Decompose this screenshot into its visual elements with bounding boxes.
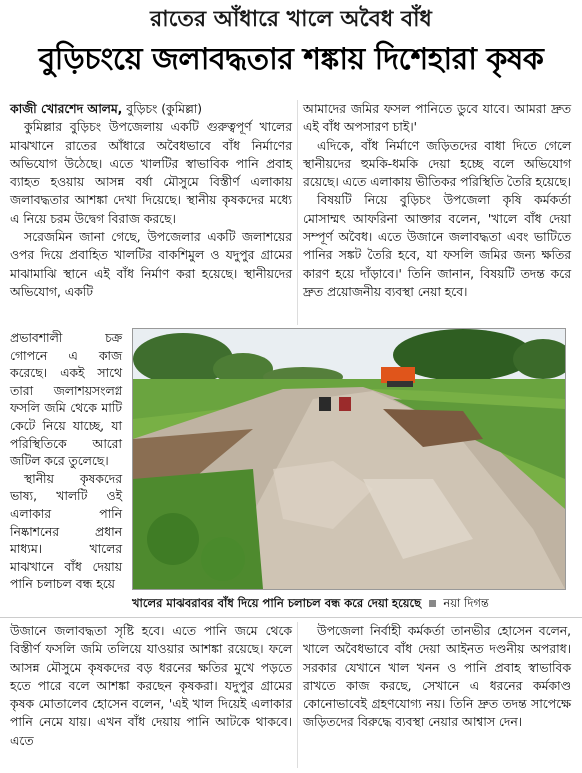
column-divider xyxy=(297,622,298,768)
paragraph: এদিকে, বাঁধ নির্মাণে জড়িতদের বাধা দিতে গেলে স্থানীয়দের হুমকি-ধমকি দেয়া হচ্ছে বলে অভিযোগ রয়েছে। এতে এলাকায় ভীতিকর পরিস্থিতি তৈরি হয়েছে। xyxy=(303,138,571,190)
square-icon xyxy=(429,600,436,607)
article-column-4 xyxy=(303,622,571,732)
paragraph: সরেজমিন জানা গেছে, উপজেলার একটি জলাশয়ের ওপর দিয়ে প্রবাহিত খালটির বাকশিমুল ও যদুপুর গ্রামের মাঝামাঝি স্থানে এই বাঁধ নির্মাণ করা হয়েছে। স্থানীয়দের অভিযোগ, একটি xyxy=(10,230,292,299)
paragraph: স্থানীয় কৃষকদের ভাষ্য, খালটি ওই এলাকার পানি নিষ্কাশনের প্রধান মাধ্যম। খালের মাঝখানে বাঁধ দেয়ায় পানি চলাচল বন্ধ হয়ে xyxy=(10,471,122,592)
section-divider xyxy=(0,617,582,618)
paragraph: প্রভাবশালী চক্র গোপনে এ কাজ করেছে। একই সাথে তারা জলাশয়সংলগ্ন ফসলি জমি থেকে মাটি কেটে নিয়ে যাচ্ছে, যা পরিস্থিতিকে আরো জটিল করে তুলেছে। xyxy=(10,331,122,469)
article-column-3 xyxy=(10,622,292,750)
byline xyxy=(10,100,292,118)
paragraph: কুমিল্লার বুড়িচং উপজেলায় একটি গুরুত্বপূর্ণ খালের মাঝখানে রাতের আঁধারে অবৈধভাবে বাঁধ নির্মাণের অভিযোগ উঠেছে। এতে খালটির স্বাভাবিক পানি প্রবাহ ব্যাহত হওয়ায় আসন্ন বর্ষা মৌসুমে বিস্তীর্ণ এলাকায় জলাবদ্ধতার আশঙ্কা দেখা দিয়েছে। স্থানীয় কৃষকদের মধ্যে এ নিয়ে চরম উদ্বেগ বিরাজ করছে। xyxy=(10,120,292,226)
paragraph: আমাদের জমির ফসল পানিতে ডুবে যাবে। আমরা দ্রুত এই বাঁধ অপসারণ চাই।' xyxy=(303,102,571,135)
photo-caption xyxy=(132,592,564,614)
byline-author: কাজী খোরশেদ আলম, xyxy=(10,102,123,116)
caption-text: খালের মাঝবরাবর বাঁধ দিয়ে পানি চলাচল বন্ধ করে দেয়া হয়েছে xyxy=(132,596,422,610)
article-column-1 xyxy=(10,100,292,301)
caption-credit: নয়া দিগন্ত xyxy=(443,596,489,610)
byline-place: বুড়িচং (কুমিল্লা) xyxy=(126,102,203,116)
dam-photo-icon xyxy=(133,329,565,589)
article-column-wrap xyxy=(10,330,122,594)
paragraph: উজানে জলাবদ্ধতা সৃষ্টি হবে। এতে পানি জমে থেকে বিস্তীর্ণ ফসলি জমি তলিয়ে যাওয়ার আশঙ্কা রয়েছে। ফলে আসন্ন মৌসুমে কৃষকদের বড় ধরনের ক্ষতির মুখে পড়তে হতে পারে বলে আশঙ্কা করছেন কৃষকরা। যদুপুর গ্রামের কৃষক মোতালেব হোসেন বলেন, 'এই খাল দিয়েই এলাকার পানি নেমে যায়। এখন বাঁধ দেয়ায় পানি আটকে থাকবে। এতে xyxy=(10,624,292,748)
paragraph: উপজেলা নির্বাহী কর্মকর্তা তানভীর হোসেন বলেন, খালে অবৈধভাবে বাঁধ দেয়া আইনত দণ্ডনীয় অপরাধ। সরকার যেখানে খাল খনন ও পানি প্রবাহ স্বাভাবিক রাখতে কাজ করছে, সেখানে এ ধরনের কর্মকাণ্ড কোনোভাবেই গ্রহণযোগ্য নয়। তিনি দ্রুত তদন্ত সাপেক্ষে জড়িতদের বিরুদ্ধে ব্যবস্থা নেয়ার আশ্বাস দেন। xyxy=(303,624,571,730)
kicker-headline: রাতের আঁধারে খালে অবৈধ বাঁধ xyxy=(150,7,432,32)
article-column-2 xyxy=(303,100,571,301)
main-headline: বুড়িচংয়ে জলাবদ্ধতার শঙ্কায় দিশেহারা কৃষক xyxy=(38,42,544,77)
news-photo xyxy=(132,328,566,590)
column-divider xyxy=(297,100,298,325)
paragraph: বিষয়টি নিয়ে বুড়িচং উপজেলা কৃষি কর্মকর্তা মোসাম্মৎ আফরিনা আক্তার বলেন, 'খালে বাঁধ দেয়া সম্পূর্ণ অবৈধ। এতে উজানে জলাবদ্ধতা এবং ভাটিতে পানির সঙ্কট তৈরি হবে, যা ফসলি জমির জন্য ক্ষতির কারণ হয়ে দাঁড়াবে।' তিনি জানান, বিষয়টি তদন্ত করে দ্রুত প্রয়োজনীয় ব্যবস্থা নেয়া হবে। xyxy=(303,193,571,299)
